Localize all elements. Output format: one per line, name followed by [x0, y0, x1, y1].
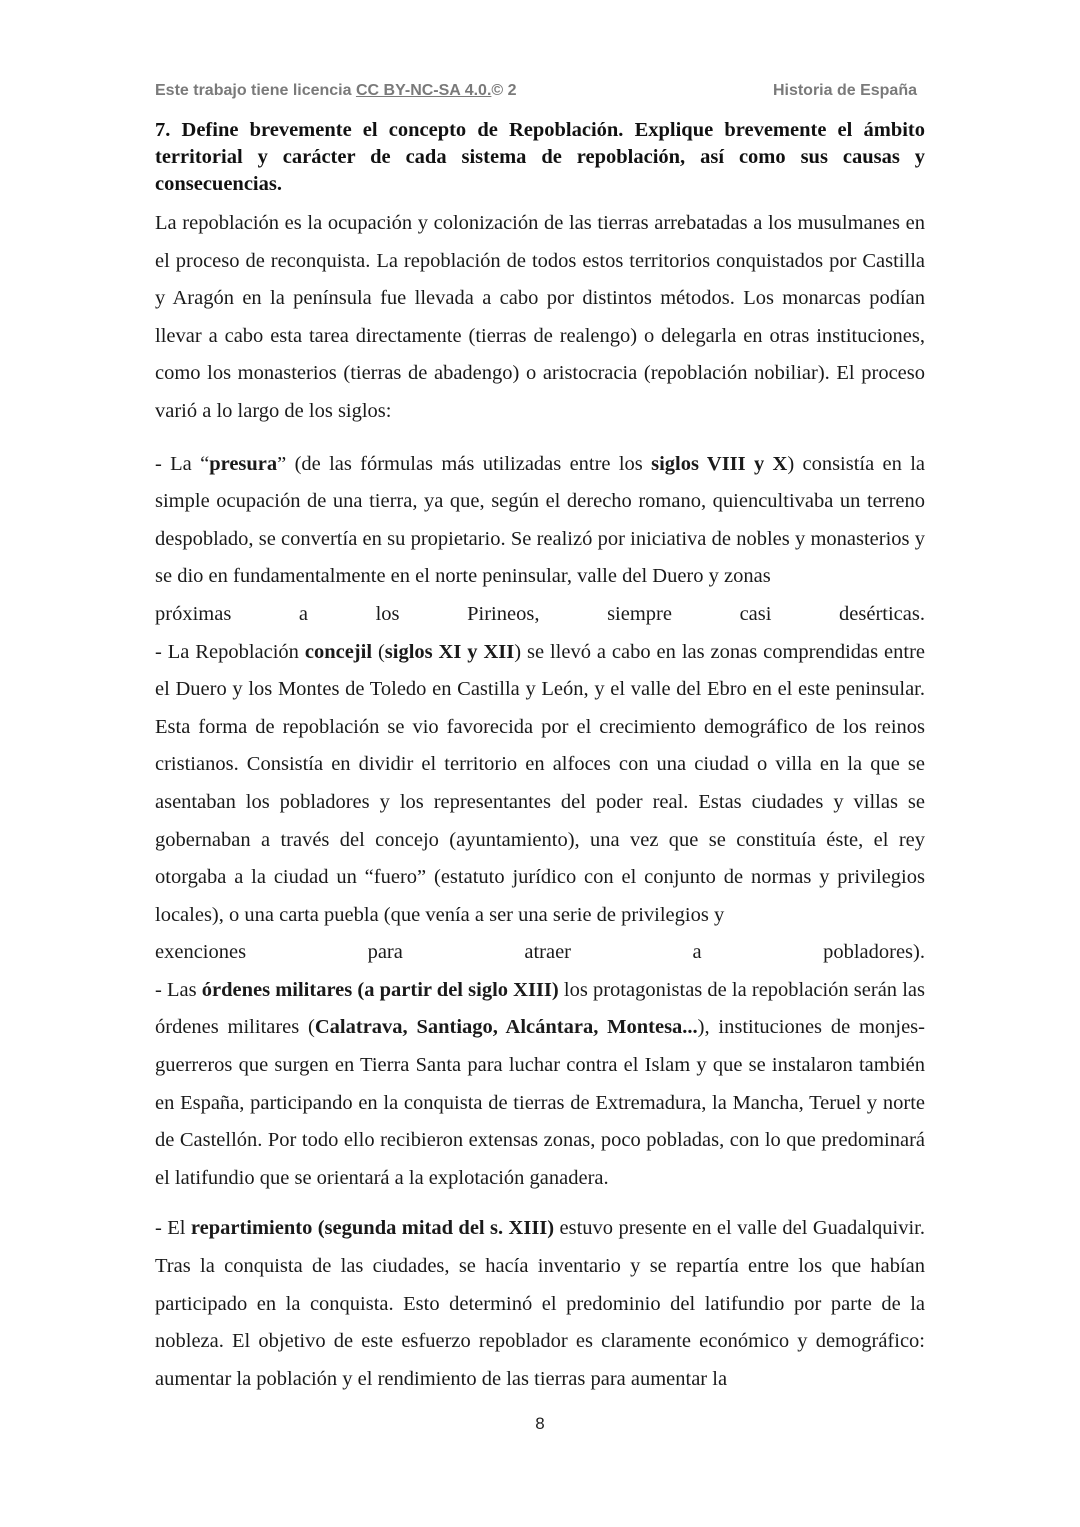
presura-paragraph: - La “presura” (de las fórmulas más utilizadas entre los siglos VIII y X) consistía en la simple ocupación de una tierra, ya que, según el derecho romano, quiencultivaba un terreno despoblado, se convertía en su propietario. Se realizó por iniciativa de nobles y monasterios y se dio en fundamentalmente en el norte peninsular, valle del Duero y zonas [155, 452, 925, 588]
concejil-last-line: exenciones para atraer a pobladores). [155, 941, 925, 964]
answer-body [155, 205, 925, 1398]
license-link[interactable]: CC BY-NC-SA 4.0. [355, 82, 492, 99]
subject-title: Historia de España [772, 82, 917, 99]
question-heading: 7. Define brevemente el concepto de Repoblación. Explique brevemente el ámbito territorial y carácter de cada sistema de repoblación, así como sus causas y consecuencias. [155, 119, 925, 195]
ordenes-paragraph: - Las órdenes militares (a partir del siglo XIII) los protagonistas de la repoblación serán las órdenes militares (Calatrava, Santiago, Alcántara, Montesa...), instituciones de monjes-guerreros que surgen en Tierra Santa para luchar contra el Islam y que se instalaron también en España, participando en la conquista de tierras de Extremadura, la Mancha, Teruel y norte de Castellón. Por todo ello recibieron extensas zonas, poco pobladas, con lo que predominará el latifundio que se orientará a la explotación ganadera. [155, 978, 925, 1189]
concejil-paragraph: - La Repoblación concejil (siglos XI y XII) se llevó a cabo en las zonas comprendidas entre el Duero y los Montes de Toledo en Castilla y León, y el valle del Ebro en el este peninsular. Esta forma de repoblación se vio favorecida por el crecimiento demográfico de los reinos cristianos. Consistía en dividir el territorio en alfoces con una ciudad o villa en la que se asentaban los pobladores y los representantes del poder real. Estas ciudades y villas se gobernaban a través del concejo (ayuntamiento), una vez que se constituía éste, el rey otorgaba a la ciudad un “fuero” (estatuto jurídico con el conjunto de normas y privilegios locales), o una carta puebla (que venía a ser una serie de privilegios y [155, 640, 926, 926]
page-number: 8 [535, 1414, 545, 1433]
intro-paragraph: La repoblación es la ocupación y colonización de las tierras arrebatadas a los musulmanes en el proceso de reconquista. La repoblación de todos estos territorios conquistados por Castilla y Aragón en la península fue llevada a cabo por distintos métodos. Los monarcas podían llevar a cabo esta tarea directamente (tierras de realengo) o delegarla en otras instituciones, como los monasterios (tierras de abadengo) o aristocracia (repoblación nobiliar). El proceso varió a lo largo de los siglos: [155, 212, 925, 422]
presura-last-line: próximas a los Pirineos, siempre casi desérticas. [155, 602, 925, 625]
repartimiento-paragraph: - El repartimiento (segunda mitad del s. XIII) estuvo presente en el valle del Guadalquivir. Tras la conquista de las ciudades, se hacía inventario y se repartía entre los que habían participado en la conquista. Esto determinó el predominio del latifundio por parte de la nobleza. El objetivo de este esfuerzo repoblador es claramente económico y demográfico: aumentar la población y el rendimiento de las tierras para aumentar la [155, 1217, 925, 1390]
license-notice: Este trabajo tiene licencia CC BY-NC-SA 4.0.© 2 [155, 82, 517, 99]
